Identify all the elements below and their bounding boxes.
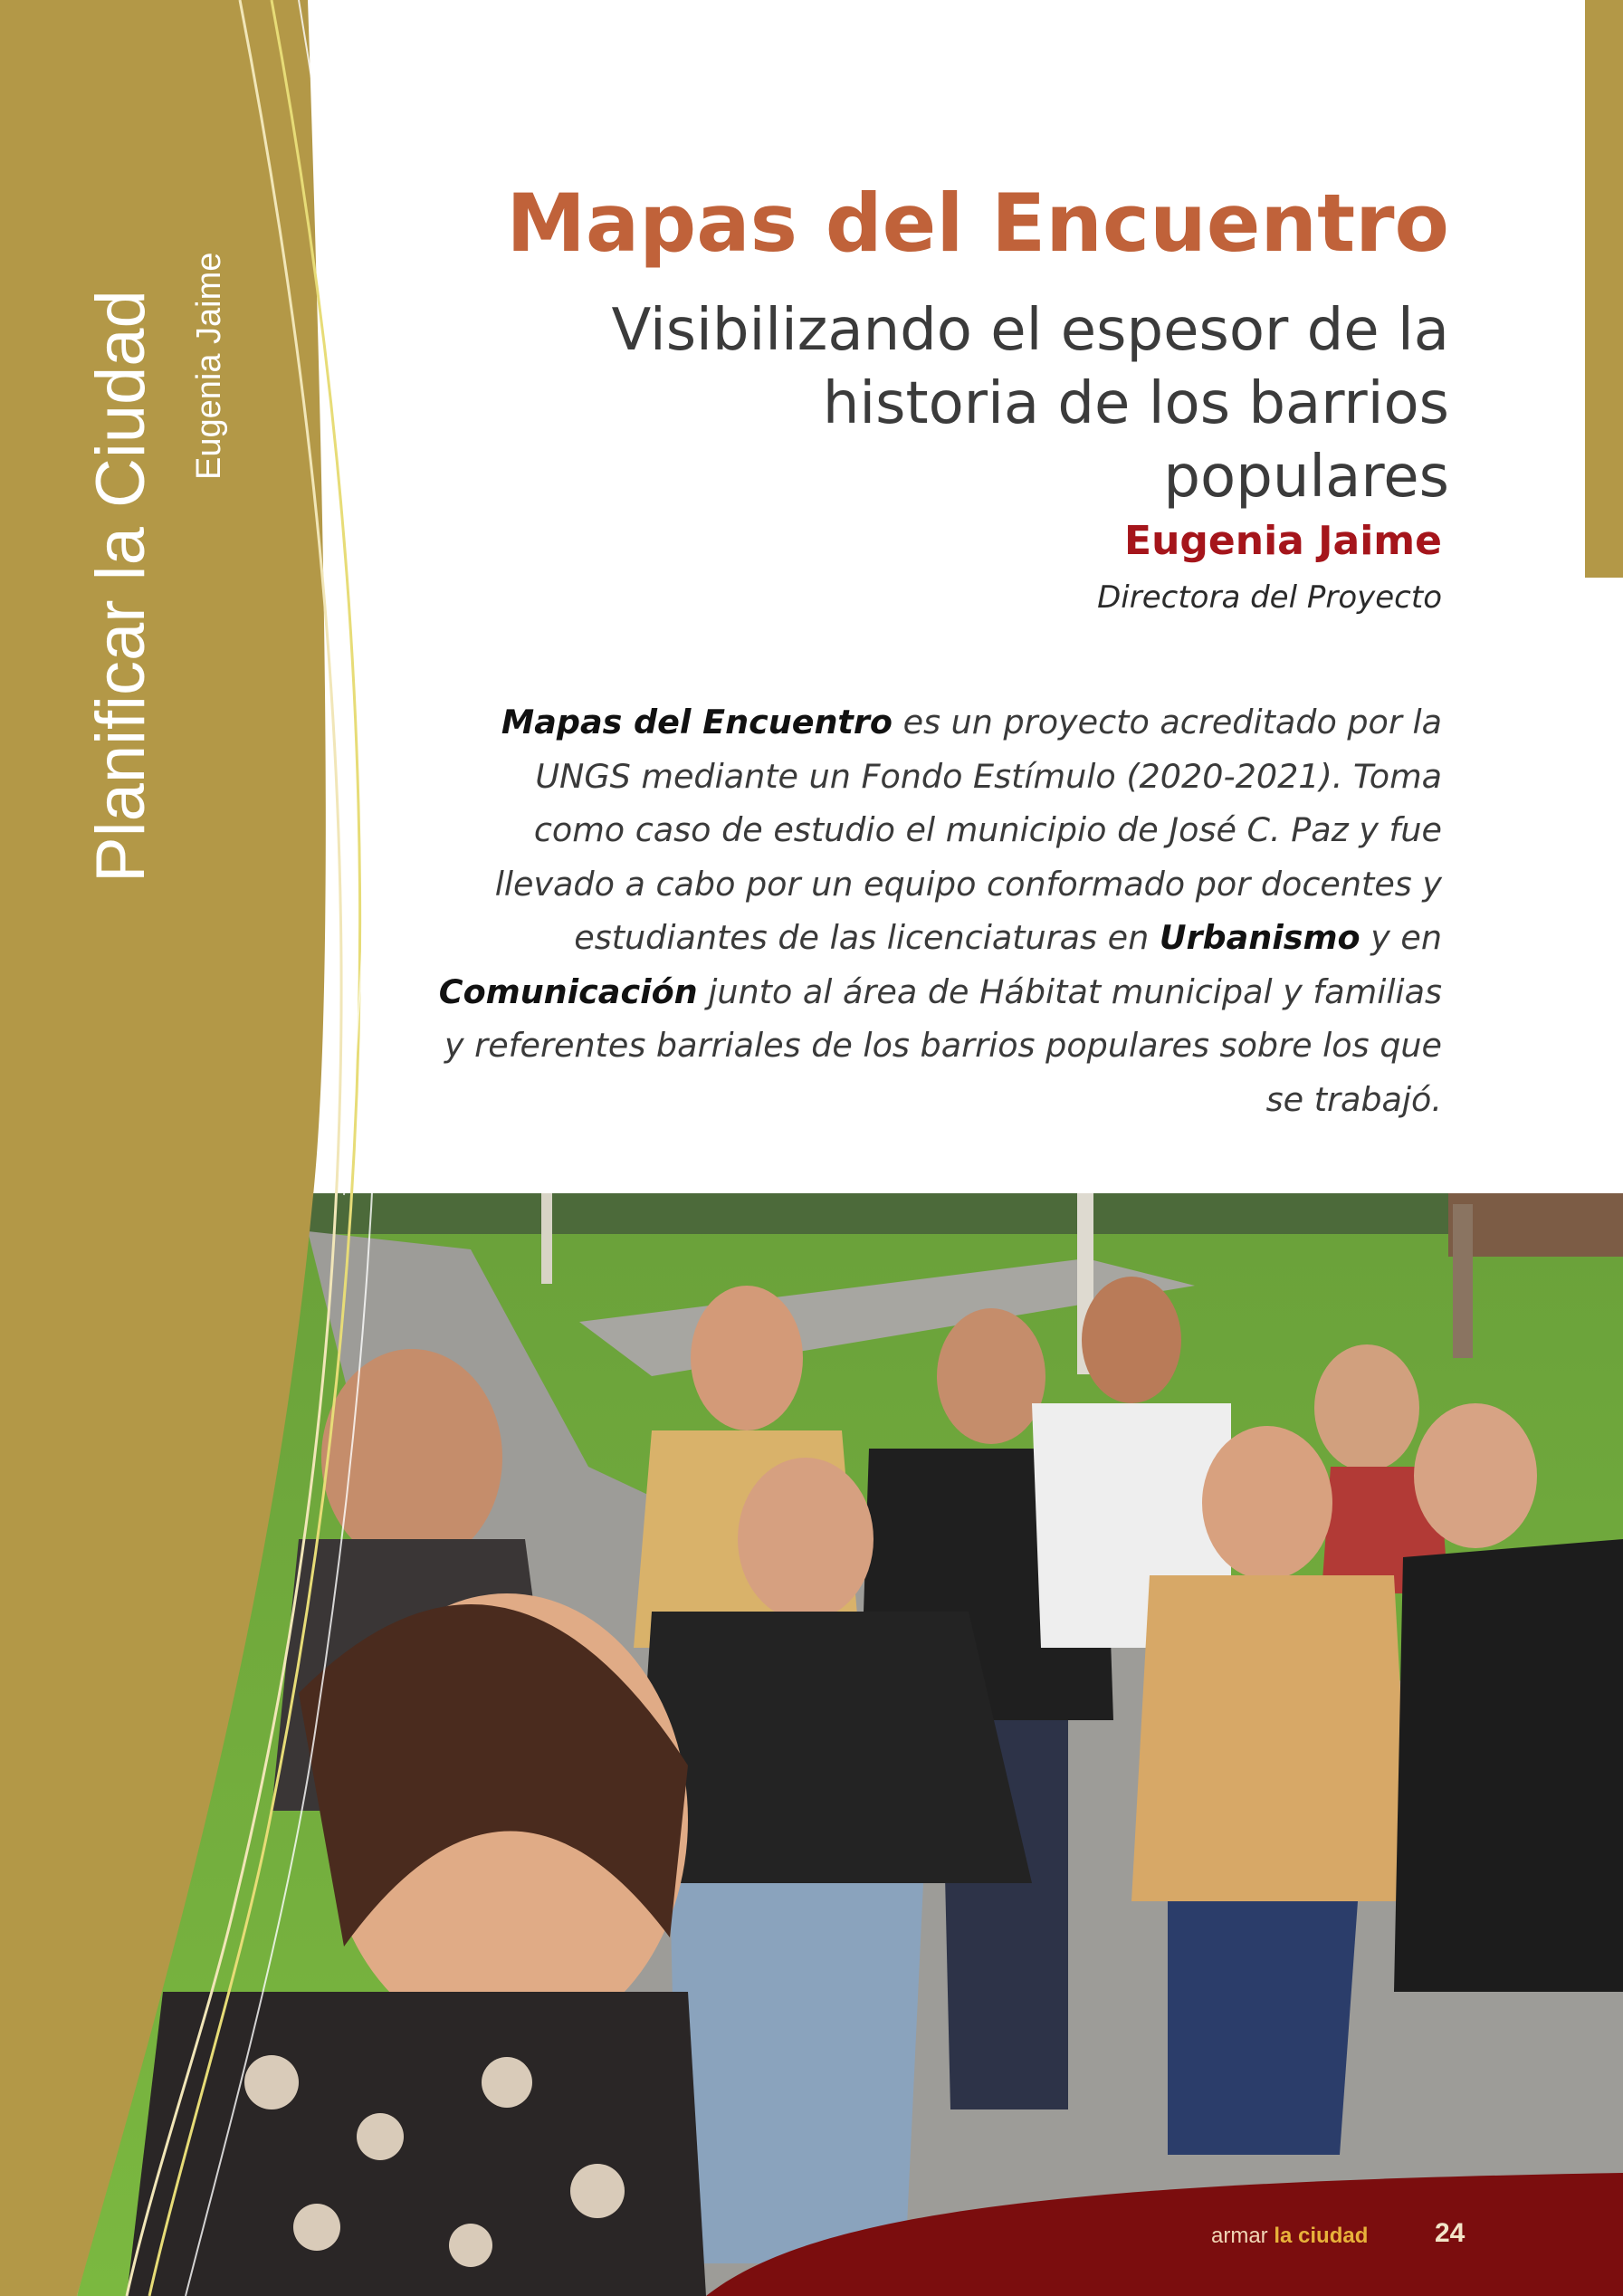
article-title: Mapas del Encuentro xyxy=(506,177,1449,270)
page-number: 24 xyxy=(1435,2218,1465,2248)
intro-urbanismo: Urbanismo xyxy=(1159,918,1360,957)
intro-text-1: es un proyecto acreditado por la UNGS mediante un Fondo Estímulo (2020-2021). Toma como caso de estudio el municipio de José C. Paz y fue llevado a cabo por un equipo conformado por docentes y estudiantes de las licenciaturas en xyxy=(494,703,1442,957)
footer-label-prefix: armar xyxy=(1211,2224,1275,2248)
footer-publication-label xyxy=(1211,2224,1368,2249)
footer-label-emphasis: la ciudad xyxy=(1274,2224,1369,2248)
sidebar-author: Eugenia Jaime xyxy=(190,252,228,480)
intro-text-2: y en xyxy=(1360,918,1442,957)
section-title: Planificar la Ciudad xyxy=(82,290,159,883)
article-subtitle: Visibilizando el espesor de la historia de los barrios populares xyxy=(611,297,1449,511)
footer-wave xyxy=(706,2173,1623,2296)
intro-paragraph xyxy=(437,695,1442,1126)
right-edge-tab xyxy=(1585,0,1623,578)
intro-text-3: junto al área de Hábitat municipal y familias y referentes barriales de los barrios populares sobre los que se trabajó. xyxy=(444,971,1442,1119)
intro-lead: Mapas del Encuentro xyxy=(501,703,893,741)
intro-comunicacion: Comunicación xyxy=(438,971,698,1011)
author-role: Directora del Proyecto xyxy=(1097,579,1442,616)
author-name: Eugenia Jaime xyxy=(1124,518,1442,564)
